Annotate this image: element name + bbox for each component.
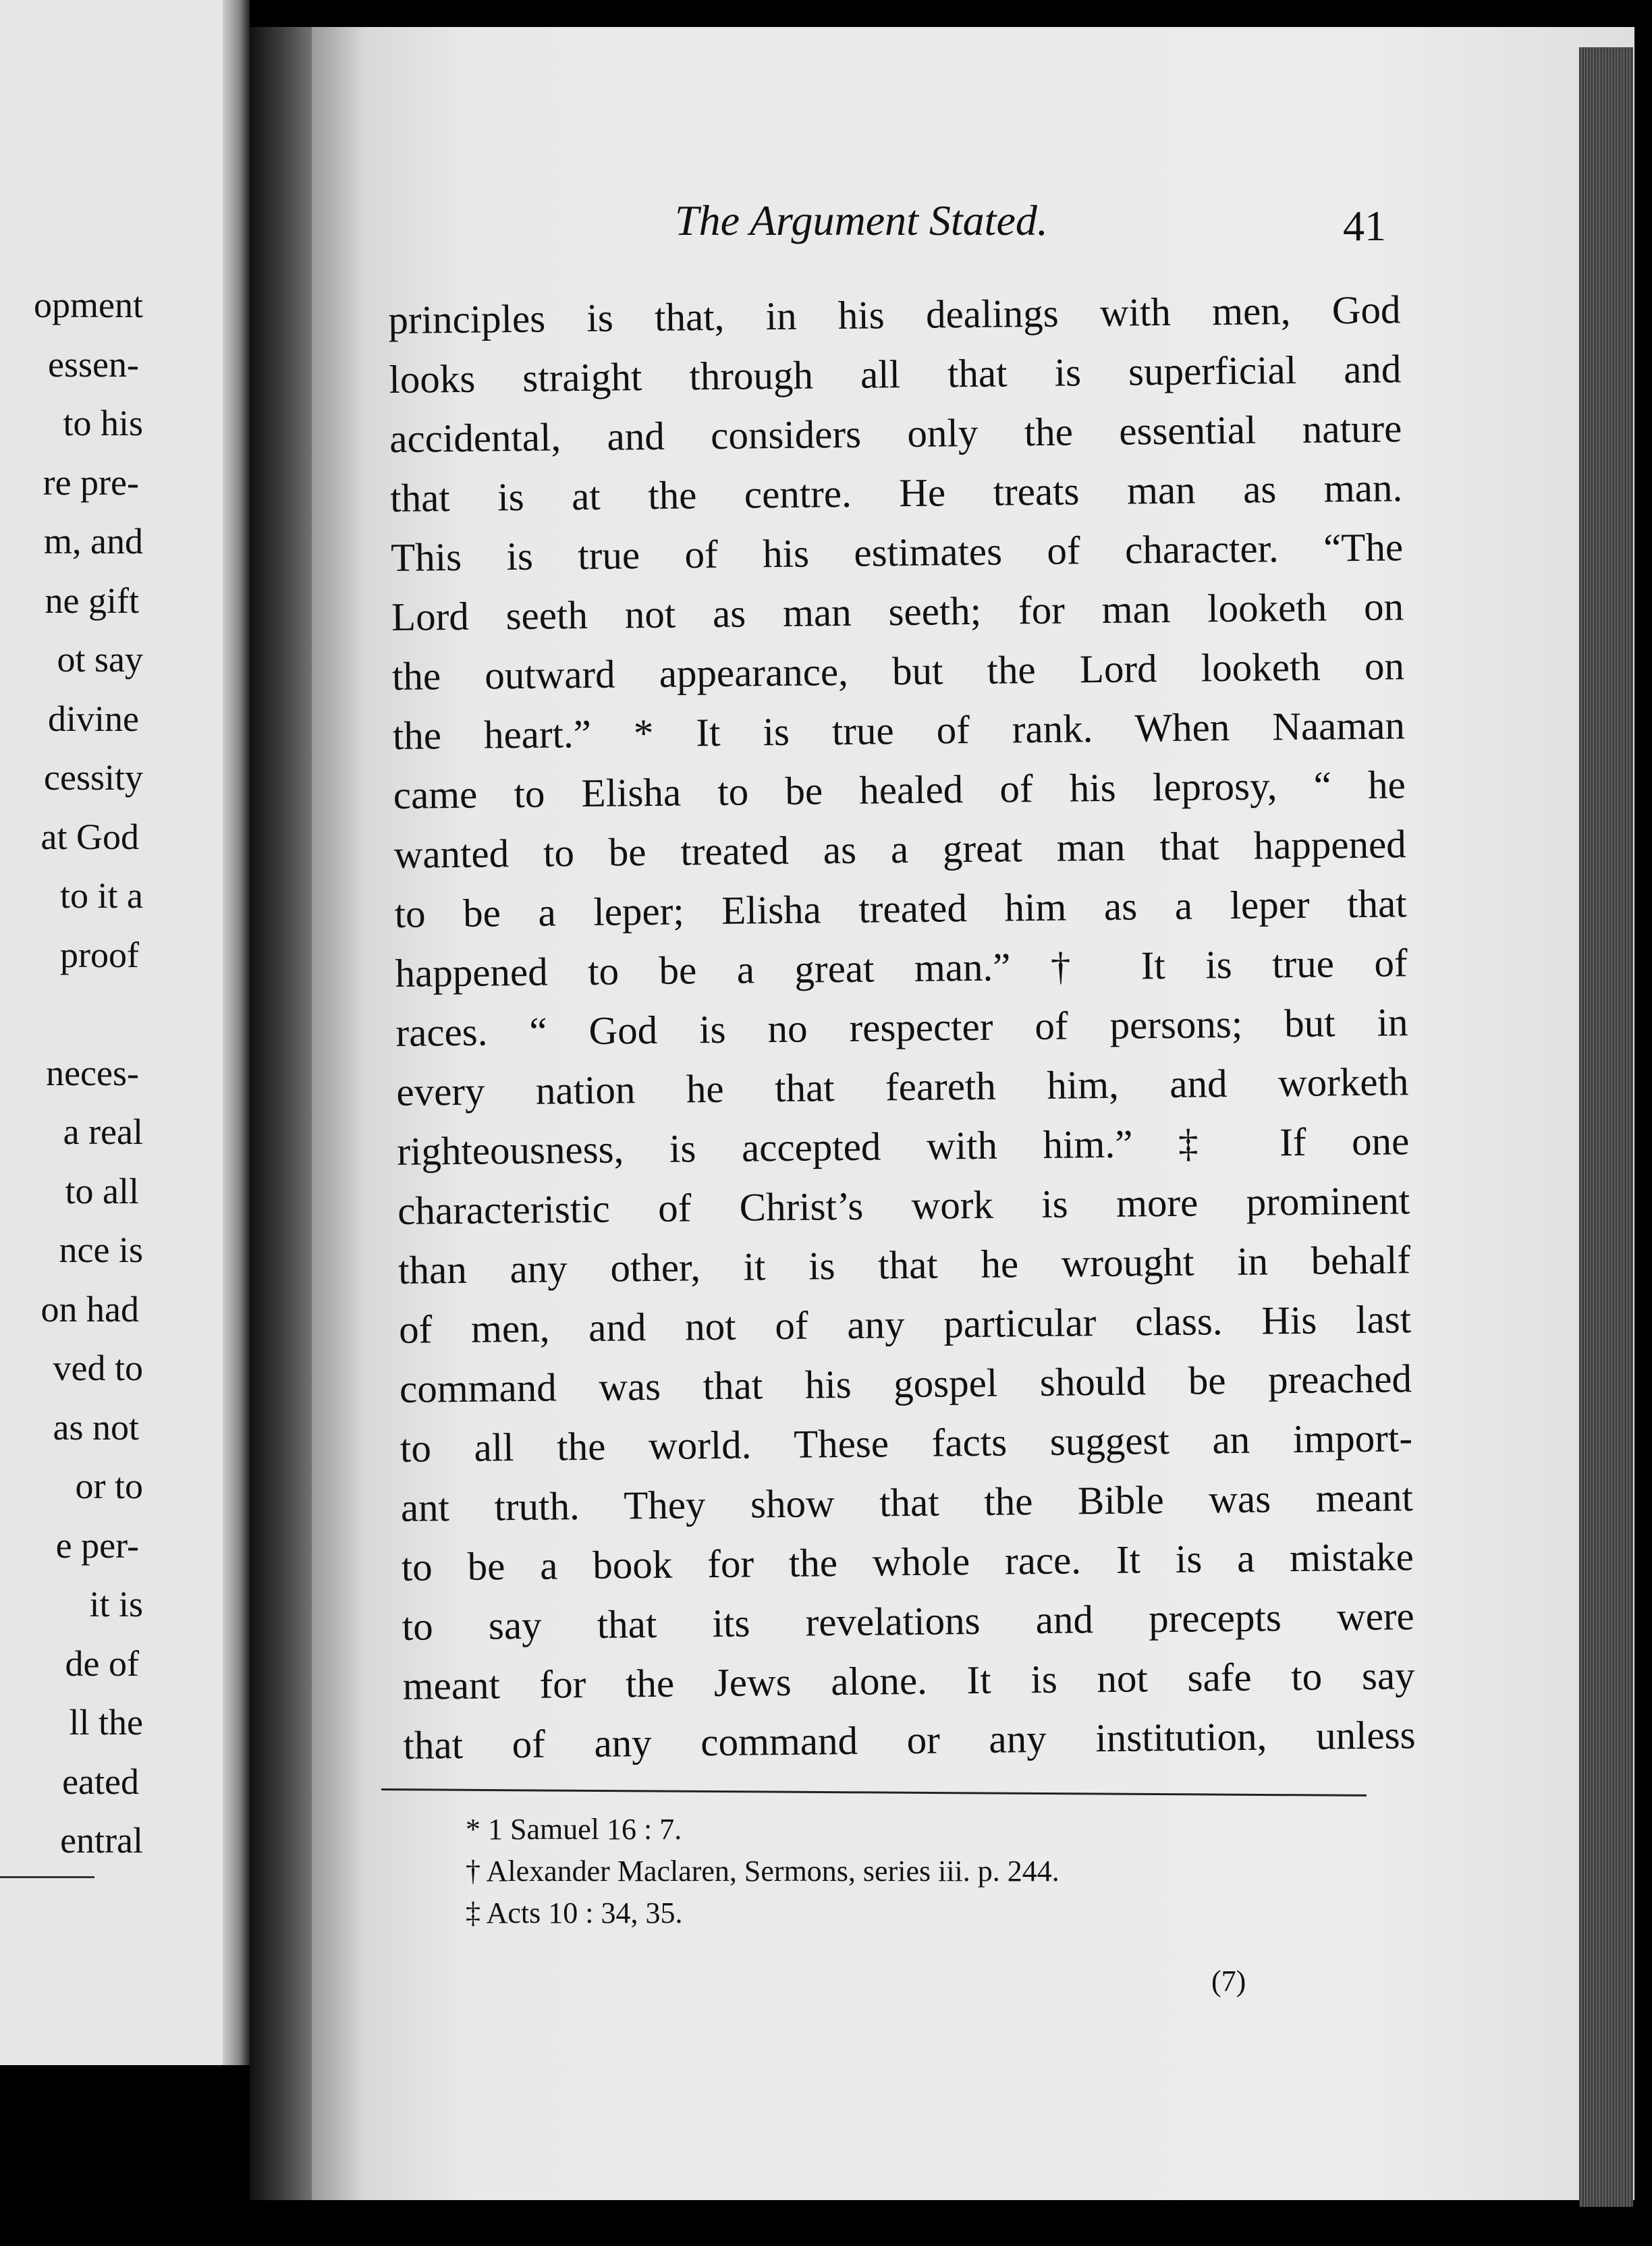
body-text <box>388 279 1416 1775</box>
previous-page-line: neces- <box>46 1052 139 1093</box>
previous-page-line: to it a <box>60 875 143 916</box>
body-line: the outward appearance, but the Lord looketh on <box>391 643 1405 699</box>
previous-page-line: ot say <box>57 639 143 680</box>
body-line: principles is that, in his dealings with men, God <box>388 287 1401 342</box>
previous-page-line: de of <box>65 1643 139 1684</box>
body-line: command was that his gospel should be preached <box>399 1356 1412 1411</box>
previous-page-line: or to <box>75 1466 143 1506</box>
page-number: 41 <box>1343 202 1386 250</box>
body-line: the heart.” * It is true of rank. When Naaman <box>392 703 1406 758</box>
previous-page-line: eated <box>62 1761 139 1802</box>
previous-page-line: nce is <box>59 1230 143 1270</box>
previous-page-line: to all <box>65 1170 139 1211</box>
previous-page-line: cessity <box>44 757 143 798</box>
body-line: righteousness, is accepted with him.” ‡ If one <box>397 1118 1410 1174</box>
body-line: ant truth. They show that the Bible was meant <box>400 1475 1414 1530</box>
body-line: came to Elisha to be healed of his leprosy, “ he <box>393 762 1406 817</box>
previous-page-line: opment <box>34 285 143 325</box>
previous-page-line: re pre- <box>43 462 139 503</box>
previous-page-line: m, and <box>44 521 143 562</box>
previous-page-line: proof <box>60 934 139 975</box>
previous-page-line: ll the <box>69 1702 143 1743</box>
body-line: to say that its revelations and precepts were <box>402 1593 1414 1649</box>
body-line: races. “ God is no respecter of persons; but in <box>395 999 1408 1055</box>
previous-page-line: as not <box>53 1406 139 1448</box>
body-line: Lord seeth not as man seeth; for man looketh on <box>391 584 1404 639</box>
previous-page-line: at God <box>40 816 139 857</box>
left-page-gutter <box>223 0 250 2065</box>
previous-page-line: ved to <box>53 1348 143 1388</box>
body-line: than any other, it is that he wrought in behalf <box>397 1237 1411 1292</box>
body-line: meant for the Jews alone. It is not safe to say <box>402 1653 1415 1708</box>
body-line: wanted to be treated as a great man that happened <box>393 821 1407 877</box>
body-line: happened to be a great man.” † It is true of <box>395 940 1408 995</box>
previous-page-fragment <box>0 0 243 2065</box>
body-line: to be a leper; Elisha treated him as a leper that <box>394 881 1407 936</box>
running-head: The Argument Stated. <box>675 196 1048 244</box>
body-line: accidental, and considers only the essential nature <box>389 406 1402 461</box>
body-line: to all the world. These facts suggest an import- <box>400 1415 1413 1471</box>
body-line: This is true of his estimates of character. “The <box>390 524 1404 580</box>
previous-page-line: essen- <box>48 344 139 385</box>
body-line: of men, and not of any particular class. His last <box>398 1296 1412 1352</box>
body-line: characteristic of Christ’s work is more prominent <box>397 1178 1410 1233</box>
body-line: that of any command or any institution, unless <box>403 1712 1416 1768</box>
previous-page-line: entral <box>60 1820 143 1861</box>
footnote: ‡ Acts 10 : 34, 35. <box>466 1896 683 1929</box>
previous-page-line: on had <box>40 1288 139 1330</box>
previous-page-line: a real <box>63 1112 143 1152</box>
body-line: to be a book for the whole race. It is a mistake <box>401 1534 1414 1589</box>
footnotes <box>466 1809 1343 1934</box>
footnote: * 1 Samuel 16 : 7. <box>466 1813 682 1846</box>
body-line: looks straight through all that is superficial and <box>389 346 1402 402</box>
previous-page-line: e per- <box>55 1525 139 1566</box>
previous-page-line: ne gift <box>45 580 139 621</box>
previous-page-line: to his <box>63 403 143 443</box>
previous-page-line: divine <box>48 698 139 739</box>
previous-page-line: it is <box>89 1584 143 1624</box>
body-line: every nation he that feareth him, and worketh <box>396 1059 1409 1114</box>
page-edges <box>1579 47 1633 2207</box>
signature-mark: (7) <box>1211 1965 1246 1998</box>
previous-page-footnote-rule <box>0 1876 94 1878</box>
footnote: † Alexander Maclaren, Sermons, series iii. p. 244. <box>466 1855 1059 1888</box>
body-line: that is at the centre. He treats man as man. <box>389 465 1403 520</box>
